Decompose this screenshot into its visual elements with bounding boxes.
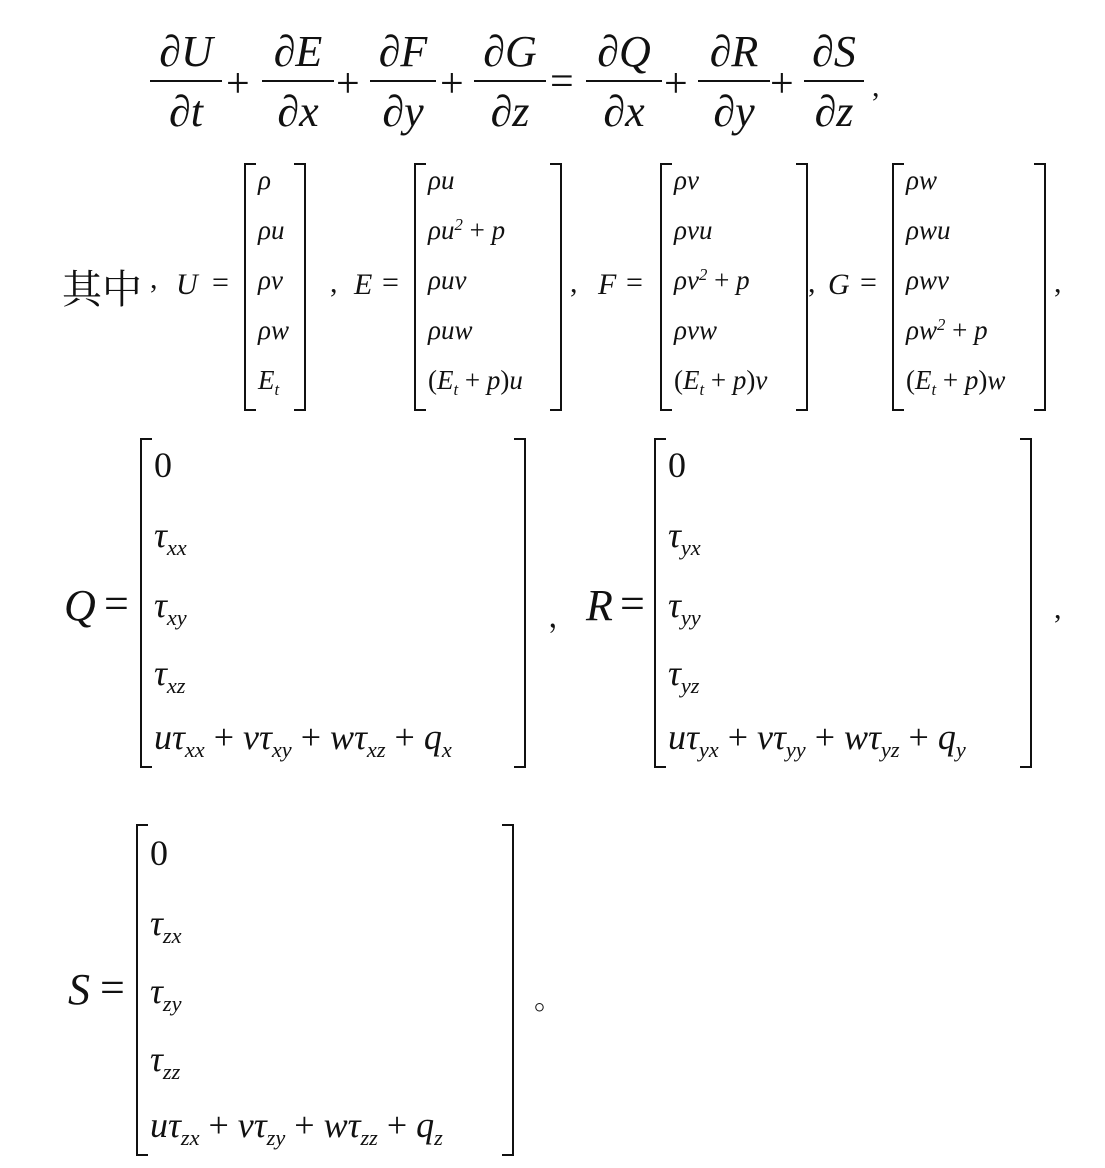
fraction-dU-dt: [150, 28, 222, 136]
denominator: ∂z: [814, 87, 854, 136]
numerator: ∂U: [159, 27, 213, 76]
matrix-entry: ρwv: [906, 265, 949, 295]
equation-comma: ,: [872, 70, 880, 103]
denominator: ∂x: [603, 87, 645, 136]
matrix-entry: $\tau_{zx}$: [150, 903, 182, 948]
matrix-entry: $\tau_{xy}$: [154, 585, 187, 630]
comma: ,: [1054, 266, 1062, 299]
matrix-F: [660, 163, 808, 411]
fraction-bar: [474, 80, 546, 82]
equals-sign: =: [382, 266, 399, 299]
comma: ,: [150, 262, 158, 295]
matrix-entry: ρu: [258, 215, 285, 245]
matrix-entry: $\tau_{yx}$: [668, 515, 701, 560]
fraction-bar: [150, 80, 222, 82]
comma: ,: [570, 266, 578, 299]
vector-name-E: E: [354, 268, 373, 301]
fraction-dR-dy: [698, 28, 770, 136]
vector-name-G: G: [828, 268, 850, 301]
fraction-dQ-dx: [586, 28, 662, 136]
numerator: ∂S: [812, 27, 856, 76]
denominator: ∂z: [490, 87, 530, 136]
plus-sign: +: [770, 61, 794, 107]
matrix-R: [654, 438, 1032, 768]
vector-name-R: R: [586, 581, 613, 630]
matrix-entry: $\rho w^2 + p$: [906, 315, 988, 346]
matrix-entry: $u\tau_{xx} + v\tau_{xy} + w\tau_{xz} + q_x$: [154, 717, 452, 762]
equals-sign: =: [212, 266, 229, 299]
plus-sign: +: [226, 61, 250, 107]
numerator: ∂E: [273, 27, 323, 76]
matrix-entry: $\rho v^2 + p$: [674, 265, 750, 296]
numerator: ∂F: [378, 27, 428, 76]
fraction-dS-dz: [804, 28, 864, 136]
matrix-entry: $\tau_{yz}$: [668, 653, 700, 698]
matrix-entry: $E_t$: [258, 365, 280, 399]
matrix-entry: ρvu: [674, 215, 713, 245]
matrix-entry: $(E_t + p)u$: [428, 365, 523, 399]
matrix-entry: ρw: [906, 165, 937, 195]
equals-sign: =: [104, 579, 129, 628]
matrix-entry: $u\tau_{yx} + v\tau_{yy} + w\tau_{yz} + q_y$: [668, 717, 966, 762]
equals-sign: =: [550, 59, 574, 105]
fraction-bar: [586, 80, 662, 82]
matrix-E: [414, 163, 562, 411]
comma: ,: [330, 266, 338, 299]
matrix-Q: [140, 438, 526, 768]
matrix-entry: ρ: [258, 165, 271, 195]
matrix-entry: ρw: [258, 315, 289, 345]
numerator: ∂R: [709, 27, 759, 76]
matrix-entry: $(E_t + p)w$: [906, 365, 1006, 399]
fraction-dE-dx: [262, 28, 334, 136]
denominator: ∂y: [713, 87, 755, 136]
matrix-entry: $\tau_{zy}$: [150, 971, 182, 1016]
fraction-dG-dz: [474, 28, 546, 136]
plus-sign: +: [336, 61, 360, 107]
matrix-entry: ρv: [258, 265, 283, 295]
matrix-entry: ρuw: [428, 315, 473, 345]
matrix-entry: $\tau_{zz}$: [150, 1039, 181, 1084]
fraction-bar: [698, 80, 770, 82]
numerator: ∂G: [483, 27, 537, 76]
period: 。: [534, 983, 564, 1016]
equals-sign: =: [626, 266, 643, 299]
comma: ，: [548, 601, 578, 634]
matrix-entry: ρv: [674, 165, 699, 195]
plus-sign: +: [664, 61, 688, 107]
matrix-entry: $\rho u^2 + p$: [428, 215, 506, 246]
where-label: 其中: [62, 267, 142, 313]
fraction-bar: [262, 80, 334, 82]
matrix-entry: ρvw: [674, 315, 717, 345]
denominator: ∂y: [382, 87, 424, 136]
matrix-entry: $\tau_{xx}$: [154, 515, 187, 560]
vector-name-F: F: [598, 268, 617, 301]
matrix-entry: 0: [668, 445, 686, 485]
matrix-entry: $\tau_{yy}$: [668, 585, 701, 630]
numerator: ∂Q: [597, 27, 651, 76]
comma: ,: [1054, 592, 1062, 625]
matrix-S: [136, 824, 514, 1156]
equals-sign: =: [620, 579, 645, 628]
plus-sign: +: [440, 61, 464, 107]
matrix-U: [244, 163, 306, 411]
matrix-entry: 0: [154, 445, 172, 485]
matrix-entry: $u\tau_{zx} + v\tau_{zy} + w\tau_{zz} + q_z$: [150, 1105, 443, 1150]
matrix-entry: $\tau_{xz}$: [154, 653, 186, 698]
denominator: ∂x: [277, 87, 319, 136]
matrix-entry: $(E_t + p)v$: [674, 365, 768, 399]
vector-name-Q: Q: [64, 581, 96, 630]
matrix-entry: ρwu: [906, 215, 951, 245]
vector-name-S: S: [68, 965, 90, 1014]
equals-sign: =: [100, 963, 125, 1012]
denominator: ∂t: [169, 87, 203, 136]
equals-sign: =: [860, 266, 877, 299]
fraction-bar: [370, 80, 436, 82]
matrix-entry: 0: [150, 833, 168, 873]
matrix-G: [892, 163, 1046, 411]
fraction-bar: [804, 80, 864, 82]
fraction-dF-dy: [370, 28, 436, 136]
comma: ,: [808, 266, 816, 299]
matrix-entry: ρu: [428, 165, 455, 195]
matrix-entry: ρuv: [428, 265, 467, 295]
vector-name-U: U: [176, 268, 198, 301]
